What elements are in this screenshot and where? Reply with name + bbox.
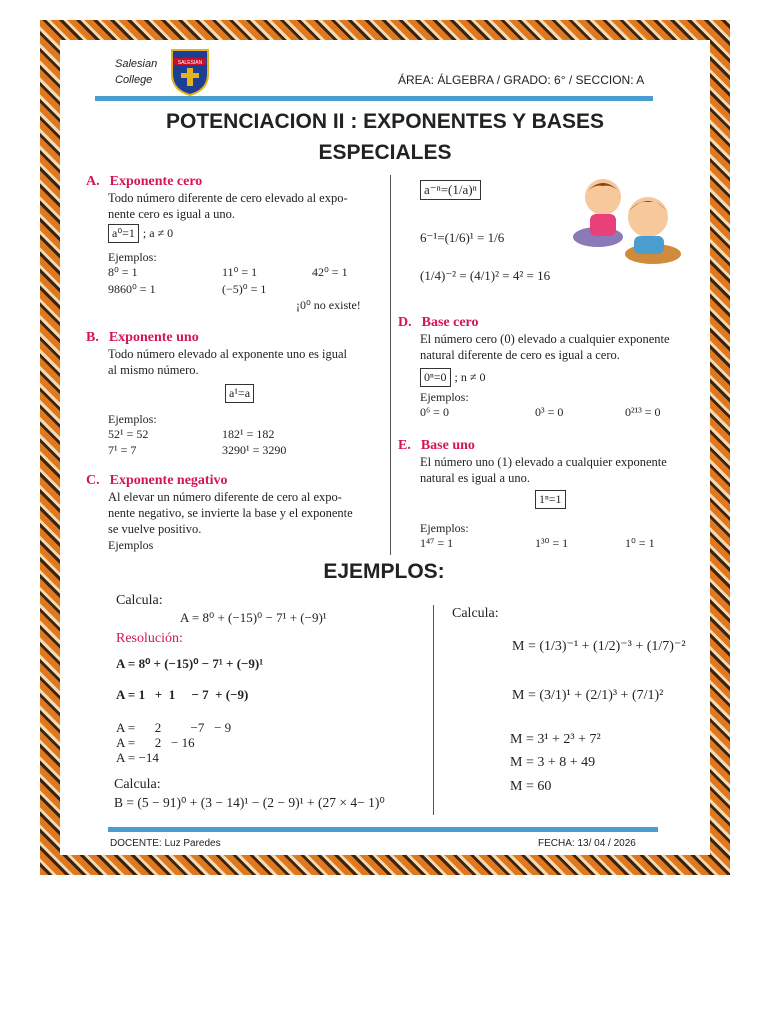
section-d-heading: D. Base cero xyxy=(398,315,479,330)
m-step-1: M = (1/3)⁻¹ + (1/2)⁻³ + (1/7)⁻² xyxy=(512,639,686,654)
left-calcula: Calcula: xyxy=(116,593,163,608)
section-c-text: Al elevar un número diferente de cero al expo- nente negativo, se invierte la base y el exponente se vuelve positivo. xyxy=(108,490,353,536)
section-d-text: El número cero (0) elevado a cualquier exponente natural diferente de cero es igual a cero. xyxy=(420,332,670,362)
footer-divider xyxy=(108,827,658,832)
school-name: Salesian College xyxy=(115,58,158,86)
section-a-formula: a⁰=1 ; a ≠ 0 xyxy=(108,224,173,243)
example-a-4: 9860⁰ = 1 xyxy=(108,282,156,296)
section-b-text: Todo número elevado al exponente uno es igual al mismo número. xyxy=(108,347,347,377)
kids-illustration-icon xyxy=(568,172,688,272)
left-problem: A = 8⁰ + (−15)⁰ − 7¹ + (−9)¹ xyxy=(180,610,327,625)
example-e-2: 1³⁰ = 1 xyxy=(535,536,569,550)
section-e-heading: E. Base uno xyxy=(398,438,475,453)
section-e-ejemplos: Ejemplos: xyxy=(420,521,469,535)
left-calcula-2: Calcula: xyxy=(114,777,161,792)
example-a-3: 42⁰ = 1 xyxy=(312,265,348,279)
step-4: A = 2 − 16 xyxy=(116,735,195,750)
section-e-formula: 1ⁿ=1 xyxy=(535,490,566,509)
step-1: A = 8⁰ + (−15)⁰ − 7¹ + (−9)¹ xyxy=(116,656,264,671)
section-d-ejemplos: Ejemplos: xyxy=(420,390,469,404)
right-calcula: Calcula: xyxy=(452,606,499,621)
school-logo-icon xyxy=(170,48,210,96)
step-3: A = 2 −7 − 9 xyxy=(116,720,232,735)
example-a-5: (−5)⁰ = 1 xyxy=(222,282,267,296)
m-step-3: M = 3¹ + 2³ + 7² xyxy=(510,732,601,747)
example-b-2: 182¹ = 182 xyxy=(222,427,275,441)
examples-divider xyxy=(433,605,434,815)
example-b-3: 7¹ = 7 xyxy=(108,443,137,457)
m-step-2: M = (3/1)¹ + (2/1)³ + (7/1)² xyxy=(512,688,664,703)
example-a-1: 8⁰ = 1 xyxy=(108,265,138,279)
section-c-ejemplos: Ejemplos xyxy=(108,538,154,552)
negative-exponent-formula: a⁻ⁿ=(1/a)ⁿ xyxy=(420,180,481,200)
section-b-ejemplos: Ejemplos: xyxy=(108,412,157,426)
section-d-formula: 0ⁿ=0 ; n ≠ 0 xyxy=(420,368,485,387)
resolucion-label: Resolución: xyxy=(116,631,183,646)
example-d-3: 0²¹³ = 0 xyxy=(625,405,661,419)
date: FECHA: 13/ 04 / 2026 xyxy=(538,838,636,849)
teacher-name: DOCENTE: Luz Paredes xyxy=(110,838,221,849)
example-b-4: 3290¹ = 3290 xyxy=(222,443,287,457)
step-2: A = 1 + 1 − 7 + (−9) xyxy=(116,687,249,702)
area-grade-section: ÁREA: ÁLGEBRA / GRADO: 6° / SECCION: A xyxy=(398,73,645,87)
example-d-1: 0⁶ = 0 xyxy=(420,405,449,419)
section-e-text: El número uno (1) elevado a cualquier exponente natural es igual a uno. xyxy=(420,455,667,485)
section-a-text: Todo número diferente de cero elevado al expo- nente cero es igual a uno. xyxy=(108,191,348,221)
section-a-ejemplos: Ejemplos: xyxy=(108,250,157,264)
section-b-heading: B. Exponente uno xyxy=(86,330,199,345)
example-d-2: 0³ = 0 xyxy=(535,405,564,419)
example-e-1: 1⁴⁷ = 1 xyxy=(420,536,454,550)
negative-example-2: (1/4)⁻² = (4/1)² = 4² = 16 xyxy=(420,268,551,283)
page-title: POTENCIACION II : EXPONENTES Y BASES ESPECIALES xyxy=(166,110,604,164)
column-divider xyxy=(390,175,391,555)
section-c-heading: C. Exponente negativo xyxy=(86,473,228,488)
example-e-3: 1⁰ = 1 xyxy=(625,536,655,550)
negative-example-1: 6⁻¹=(1/6)¹ = 1/6 xyxy=(420,230,505,245)
example-b-1: 52¹ = 52 xyxy=(108,427,149,441)
header-divider xyxy=(95,96,653,101)
svg-text:SALESIAN: SALESIAN xyxy=(177,60,203,66)
examples-title: EJEMPLOS: xyxy=(323,560,445,583)
m-step-5: M = 60 xyxy=(510,779,552,794)
section-b-formula: a¹=a xyxy=(225,384,254,403)
m-step-4: M = 3 + 8 + 49 xyxy=(510,755,596,770)
example-a-2: 11⁰ = 1 xyxy=(222,265,258,279)
left-problem-2: B = (5 − 91)⁰ + (3 − 14)¹ − (2 − 9)¹ + (27 × 4− 1)⁰ xyxy=(114,795,385,810)
step-5: A = −14 xyxy=(116,750,159,765)
section-a-heading: A. Exponente cero xyxy=(86,174,203,189)
zero-note: ¡0⁰ no existe! xyxy=(296,298,361,312)
